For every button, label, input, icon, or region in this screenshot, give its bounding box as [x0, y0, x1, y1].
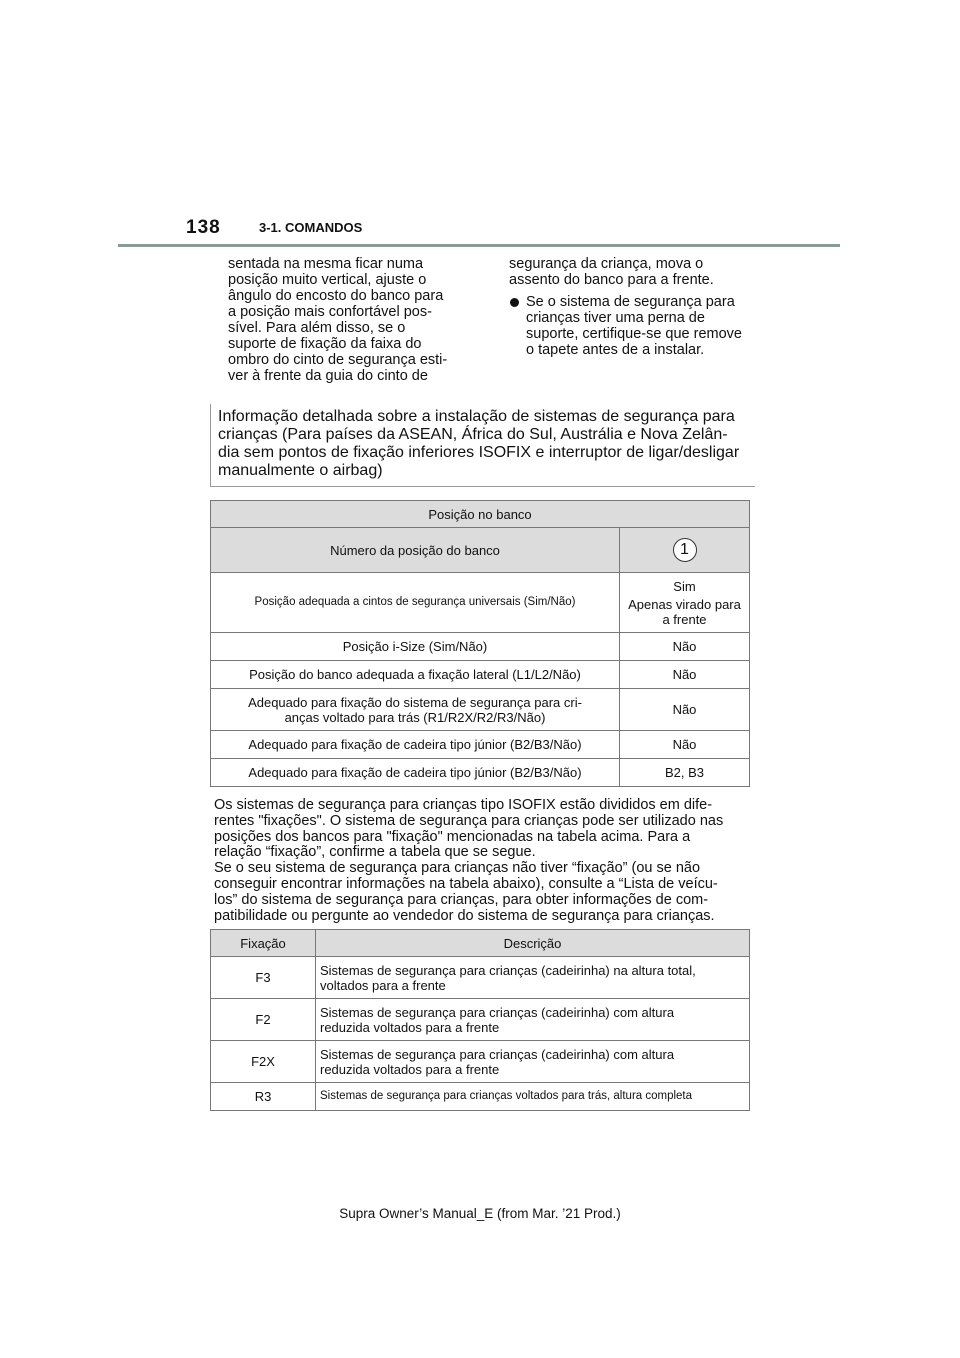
table-header: Posição no banco	[211, 501, 750, 528]
info-box	[210, 404, 755, 487]
table-cell: Não	[620, 689, 750, 731]
text-line: a frente	[662, 611, 707, 627]
text-line: o tapete antes de a instalar.	[526, 342, 705, 358]
text-line: Sim	[673, 578, 696, 594]
table-cell: Posição i-Size (Sim/Não)	[211, 633, 620, 661]
text-line: ver à frente da guia do cinto de	[228, 368, 428, 384]
seat-position-table	[210, 500, 750, 787]
table-row	[211, 759, 750, 787]
text-line: conseguir encontrar informações na tabela abaixo), consulte a “Lista de veícu-	[214, 875, 718, 892]
text-line: segurança da criança, mova o	[509, 256, 704, 272]
table-cell	[316, 999, 750, 1041]
table-cell	[316, 957, 750, 999]
text-line: manualmente o airbag)	[218, 462, 383, 479]
table-row	[211, 633, 750, 661]
text-line: posições dos bancos para "fixação" mencionadas na tabela acima. Para a	[214, 828, 691, 845]
table-row	[211, 731, 750, 759]
table-row	[211, 689, 750, 731]
table-cell: F3	[211, 957, 316, 999]
text-line: crianças (Para países da ASEAN, África do Sul, Austrália e Nova Zelân-	[218, 426, 728, 443]
seat-number-label: Número da posição do banco	[211, 528, 620, 573]
text-line: sentada na mesma ficar numa	[228, 256, 424, 272]
text-line: Sistemas de segurança para crianças (cadeirinha) com altura	[320, 1046, 675, 1062]
table-cell	[620, 573, 750, 633]
text-line: Se o seu sistema de segurança para crianças não tiver “fixação” (ou se não	[214, 860, 701, 877]
table-cell	[211, 689, 620, 731]
text-line: Sistemas de segurança para crianças (cadeirinha) com altura	[320, 1004, 675, 1020]
text-line: voltados para a frente	[320, 977, 446, 993]
text-line: reduzida voltados para a frente	[320, 1019, 500, 1035]
table-row	[211, 957, 750, 999]
seat-number-badge: 1	[673, 538, 697, 562]
right-column-text	[509, 256, 749, 358]
text-line: rentes "fixações". O sistema de segurança para crianças pode ser utilizado nas	[214, 812, 724, 829]
text-line: los” do sistema de segurança para crianças, para obter informações de com-	[214, 891, 709, 908]
column-header-fixation: Fixação	[211, 930, 316, 957]
text-line: posição muito vertical, ajuste o	[228, 272, 427, 288]
table-cell: F2X	[211, 1041, 316, 1083]
text-line: ombro do cinto de segurança esti-	[228, 352, 448, 368]
footer-text: Supra Owner’s Manual_E (from Mar. ’21 Prod.)	[339, 1206, 621, 1221]
text-line: reduzida voltados para a frente	[320, 1061, 500, 1077]
section-title: 3-1. COMANDOS	[259, 220, 363, 235]
text-line: patibilidade ou pergunte ao vendedor do sistema de segurança para crianças.	[214, 907, 715, 924]
bullet-item	[509, 294, 749, 358]
fixation-table	[210, 929, 750, 1111]
text-line: a posição mais confortável pos-	[228, 304, 432, 320]
text-line: relação “fixação”, confirme a tabela que se segue.	[214, 844, 536, 861]
text-line: anças voltado para trás (R1/R2X/R2/R3/Não)	[284, 709, 546, 725]
table-cell: Posição do banco adequada a fixação lateral (L1/L2/Não)	[211, 661, 620, 689]
table-cell: Adequado para fixação de cadeira tipo júnior (B2/B3/Não)	[211, 759, 620, 787]
text-line: assento do banco para a frente.	[509, 272, 714, 288]
table-row	[211, 1041, 750, 1083]
table-cell	[316, 1041, 750, 1083]
table-cell: R3	[211, 1083, 316, 1111]
text-line: Os sistemas de segurança para crianças tipo ISOFIX estão divididos em dife-	[214, 797, 713, 813]
seat-number-cell	[620, 528, 750, 573]
text-line: Se o sistema de segurança para	[526, 294, 735, 310]
text-line: dia sem pontos de fixação inferiores ISOFIX e interruptor de ligar/desligar	[218, 444, 740, 461]
header-rule	[118, 244, 840, 247]
table-cell: Posição adequada a cintos de segurança universais (Sim/Não)	[211, 573, 620, 633]
isofix-paragraph	[214, 798, 750, 924]
left-column-text	[228, 256, 478, 384]
text-line: Apenas virado para	[628, 596, 741, 612]
table-row	[211, 661, 750, 689]
text-line: Informação detalhada sobre a instalação de sistemas de segurança para	[218, 408, 735, 425]
page-number: 138	[186, 217, 221, 238]
table-cell: Adequado para fixação de cadeira tipo júnior (B2/B3/Não)	[211, 731, 620, 759]
table-cell: Sistemas de segurança para crianças voltados para trás, altura completa	[316, 1083, 750, 1111]
table-cell: B2, B3	[620, 759, 750, 787]
text-line: suporte de fixação da faixa do	[228, 336, 422, 352]
text-line: ângulo do encosto do banco para	[228, 288, 444, 304]
text-line: Adequado para fixação do sistema de segurança para cri-	[248, 694, 582, 710]
column-header-description: Descrição	[316, 930, 750, 957]
table-cell: Não	[620, 661, 750, 689]
table-cell: Não	[620, 633, 750, 661]
table-row	[211, 1083, 750, 1111]
text-line: Sistemas de segurança para crianças (cadeirinha) na altura total,	[320, 962, 696, 978]
text-line: crianças tiver uma perna de	[526, 310, 705, 326]
table-row	[211, 999, 750, 1041]
text-line: suporte, certifique-se que remove	[526, 326, 742, 342]
text-line: sível. Para além disso, se o	[228, 320, 406, 336]
table-cell: Não	[620, 731, 750, 759]
table-cell: F2	[211, 999, 316, 1041]
